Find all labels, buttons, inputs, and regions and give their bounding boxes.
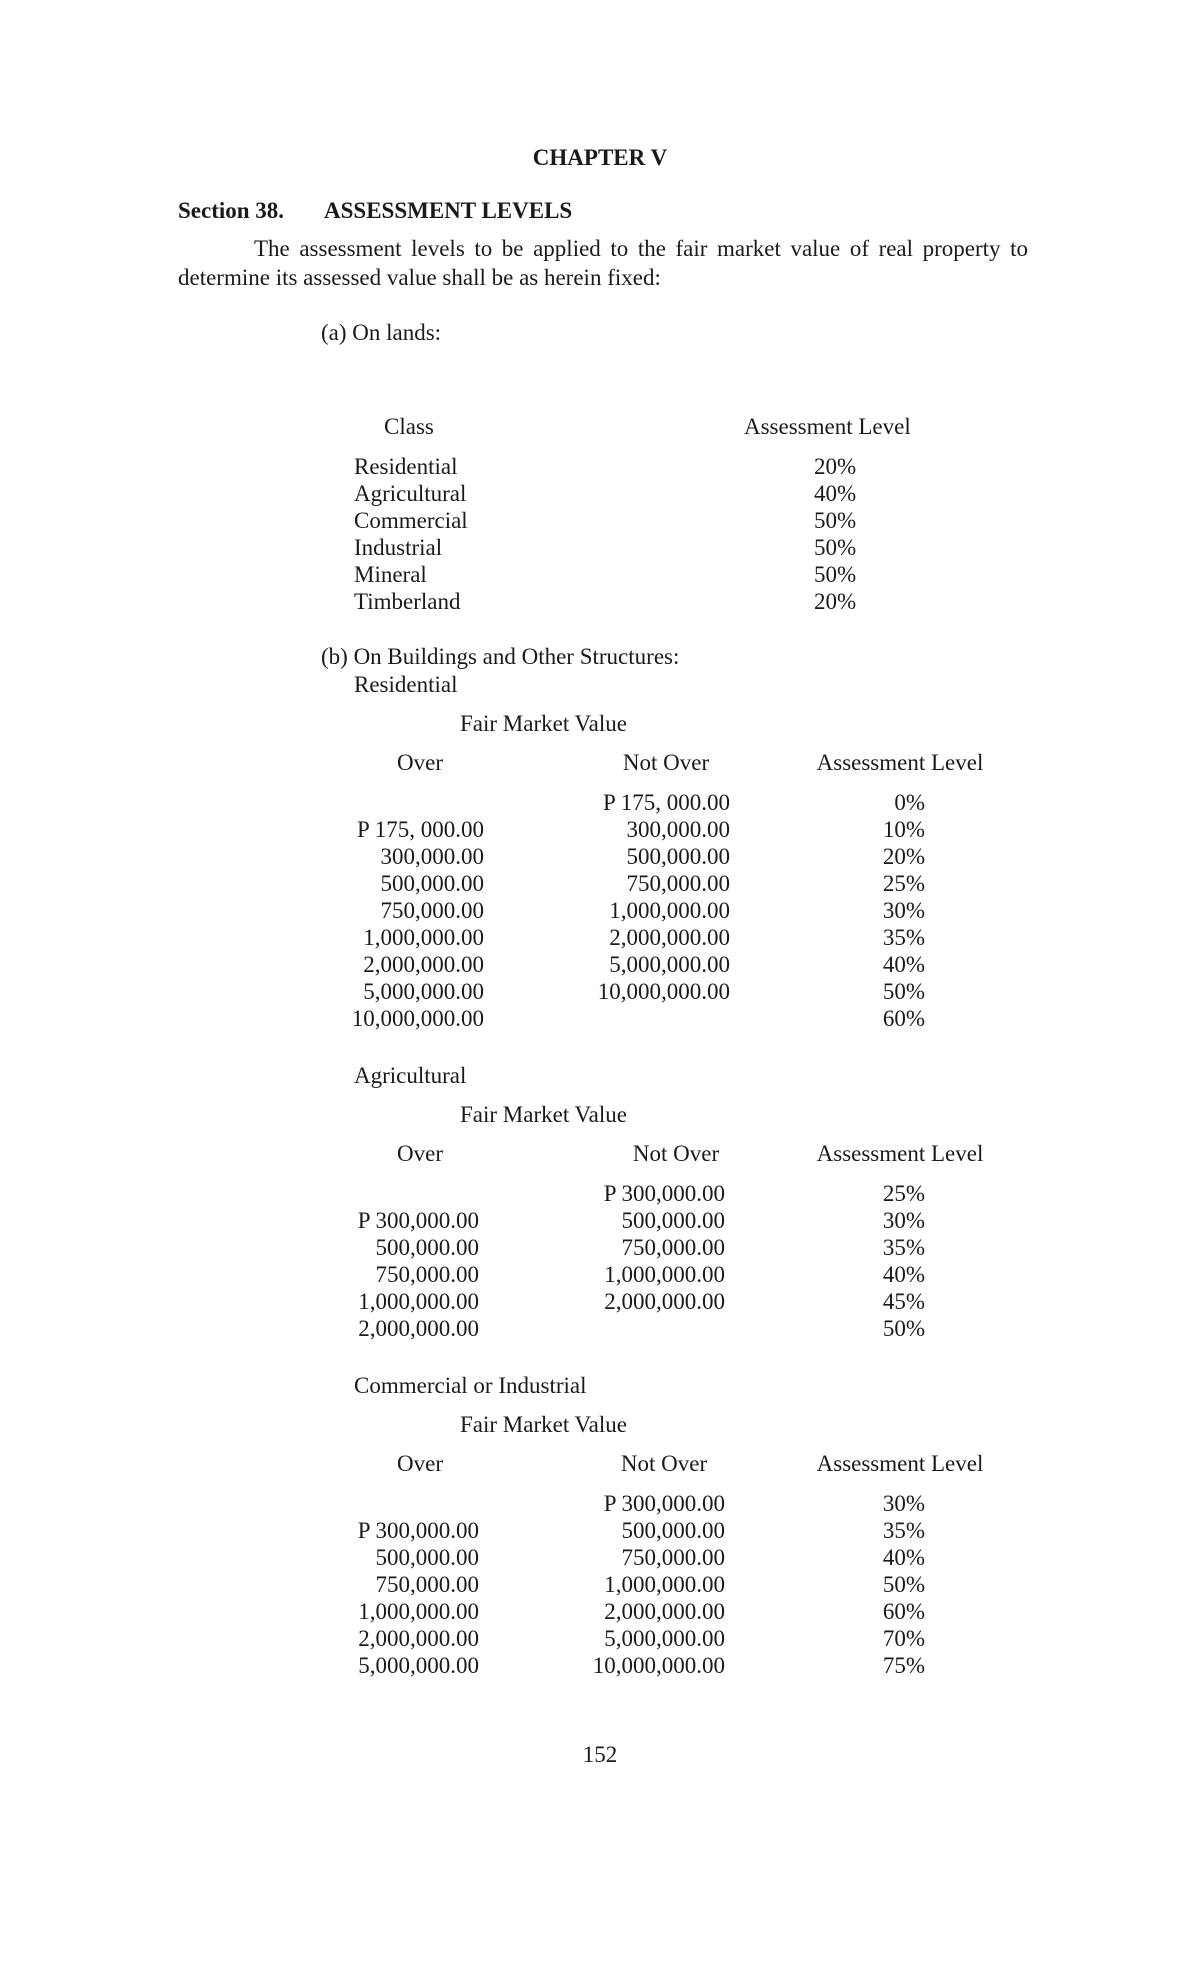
- row-assessment-level: 75%: [882, 1653, 925, 1678]
- row-over: 10,000,000.00: [351, 1006, 484, 1031]
- row-assessment-level: 30%: [882, 1491, 925, 1516]
- row-assessment-level: 60%: [882, 1006, 925, 1031]
- row-assessment-level: 60%: [882, 1599, 925, 1624]
- row-over: P 300,000.00: [357, 1518, 479, 1543]
- building-table-title: Commercial or Industrial: [354, 1373, 587, 1398]
- row-over: 750,000.00: [380, 898, 484, 923]
- row-not-over: 10,000,000.00: [592, 1653, 725, 1678]
- row-assessment-level: 35%: [882, 1235, 925, 1260]
- row-over: 1,000,000.00: [358, 1599, 479, 1624]
- row-assessment-level: 25%: [882, 1181, 925, 1206]
- row-assessment-level: 30%: [882, 898, 925, 923]
- row-not-over: P 300,000.00: [603, 1491, 725, 1516]
- col-not-over: Not Over: [622, 750, 710, 775]
- row-assessment-level: 10%: [882, 817, 925, 842]
- row-over: 500,000.00: [375, 1235, 479, 1260]
- row-not-over: P 300,000.00: [603, 1181, 725, 1206]
- row-over: 750,000.00: [375, 1572, 479, 1597]
- row-over: 500,000.00: [380, 871, 484, 896]
- row-assessment-level: 50%: [882, 1316, 925, 1341]
- row-assessment-level: 45%: [882, 1289, 925, 1314]
- row-not-over: 1,000,000.00: [604, 1262, 725, 1287]
- row-not-over: 2,000,000.00: [604, 1289, 725, 1314]
- row-not-over: 500,000.00: [621, 1208, 725, 1233]
- row-assessment-level: 35%: [882, 925, 925, 950]
- row-over: P 300,000.00: [357, 1208, 479, 1233]
- lands-row-class: Residential: [354, 454, 458, 479]
- row-over: 300,000.00: [380, 844, 484, 869]
- lands-row-class: Timberland: [354, 589, 461, 614]
- row-not-over: P 175, 000.00: [603, 790, 730, 815]
- building-table-title: Agricultural: [354, 1063, 467, 1088]
- col-over: Over: [397, 750, 443, 775]
- row-over: 1,000,000.00: [358, 1289, 479, 1314]
- building-table-title: Residential: [354, 672, 458, 697]
- row-over: 5,000,000.00: [358, 1653, 479, 1678]
- col-not-over: Not Over: [632, 1141, 720, 1166]
- row-not-over: 2,000,000.00: [604, 1599, 725, 1624]
- lands-row-class: Commercial: [354, 508, 468, 533]
- col-assessment-level: Assessment Level: [816, 1451, 984, 1476]
- fair-market-value-header: Fair Market Value: [460, 711, 627, 736]
- lands-row-level: 20%: [814, 589, 857, 614]
- row-over: P 175, 000.00: [357, 817, 484, 842]
- row-over: 750,000.00: [375, 1262, 479, 1287]
- lands-row-class: Mineral: [354, 562, 427, 587]
- lands-row-level: 50%: [814, 508, 857, 533]
- section-title: ASSESSMENT LEVELS: [324, 198, 573, 223]
- row-not-over: 750,000.00: [621, 1235, 725, 1260]
- lands-col-class: Class: [384, 414, 434, 439]
- row-over: 1,000,000.00: [363, 925, 484, 950]
- lands-col-level: Assessment Level: [744, 414, 911, 439]
- section-number: Section 38.: [178, 198, 285, 223]
- row-not-over: 750,000.00: [621, 1545, 725, 1570]
- row-not-over: 1,000,000.00: [609, 898, 730, 923]
- row-assessment-level: 25%: [882, 871, 925, 896]
- row-not-over: 10,000,000.00: [597, 979, 730, 1004]
- page-number: 152: [582, 1742, 618, 1767]
- row-over: 2,000,000.00: [358, 1626, 479, 1651]
- col-over: Over: [397, 1141, 443, 1166]
- col-over: Over: [397, 1451, 443, 1476]
- lands-row-class: Industrial: [354, 535, 443, 560]
- buildings-heading: (b) On Buildings and Other Structures:: [321, 644, 680, 669]
- row-not-over: 5,000,000.00: [604, 1626, 725, 1651]
- lands-heading: (a) On lands:: [321, 320, 442, 345]
- row-assessment-level: 70%: [882, 1626, 925, 1651]
- row-not-over: 750,000.00: [626, 871, 730, 896]
- row-not-over: 2,000,000.00: [609, 925, 730, 950]
- lands-row-level: 50%: [814, 562, 857, 587]
- col-assessment-level: Assessment Level: [816, 750, 984, 775]
- row-assessment-level: 40%: [882, 1262, 925, 1287]
- col-not-over: Not Over: [620, 1451, 708, 1476]
- lands-row-level: 50%: [814, 535, 857, 560]
- row-assessment-level: 40%: [882, 1545, 925, 1570]
- row-assessment-level: 0%: [894, 790, 925, 815]
- row-over: 5,000,000.00: [363, 979, 484, 1004]
- fair-market-value-header: Fair Market Value: [460, 1102, 627, 1127]
- row-not-over: 300,000.00: [626, 817, 730, 842]
- col-assessment-level: Assessment Level: [816, 1141, 984, 1166]
- lands-row-class: Agricultural: [354, 481, 467, 506]
- row-not-over: 5,000,000.00: [609, 952, 730, 977]
- lands-row-level: 20%: [814, 454, 857, 479]
- chapter-title: CHAPTER V: [532, 145, 668, 170]
- row-assessment-level: 35%: [882, 1518, 925, 1543]
- fair-market-value-header: Fair Market Value: [460, 1412, 627, 1437]
- row-assessment-level: 20%: [882, 844, 925, 869]
- row-not-over: 500,000.00: [621, 1518, 725, 1543]
- row-assessment-level: 50%: [882, 1572, 925, 1597]
- row-assessment-level: 40%: [882, 952, 925, 977]
- row-not-over: 1,000,000.00: [604, 1572, 725, 1597]
- intro-paragraph: The assessment levels to be applied to the fair market value of real property to determine its assessed value shall be as herein fixed:: [178, 236, 1028, 290]
- row-over: 2,000,000.00: [358, 1316, 479, 1341]
- row-not-over: 500,000.00: [626, 844, 730, 869]
- row-over: 2,000,000.00: [363, 952, 484, 977]
- row-over: 500,000.00: [375, 1545, 479, 1570]
- row-assessment-level: 30%: [882, 1208, 925, 1233]
- lands-row-level: 40%: [814, 481, 857, 506]
- row-assessment-level: 50%: [882, 979, 925, 1004]
